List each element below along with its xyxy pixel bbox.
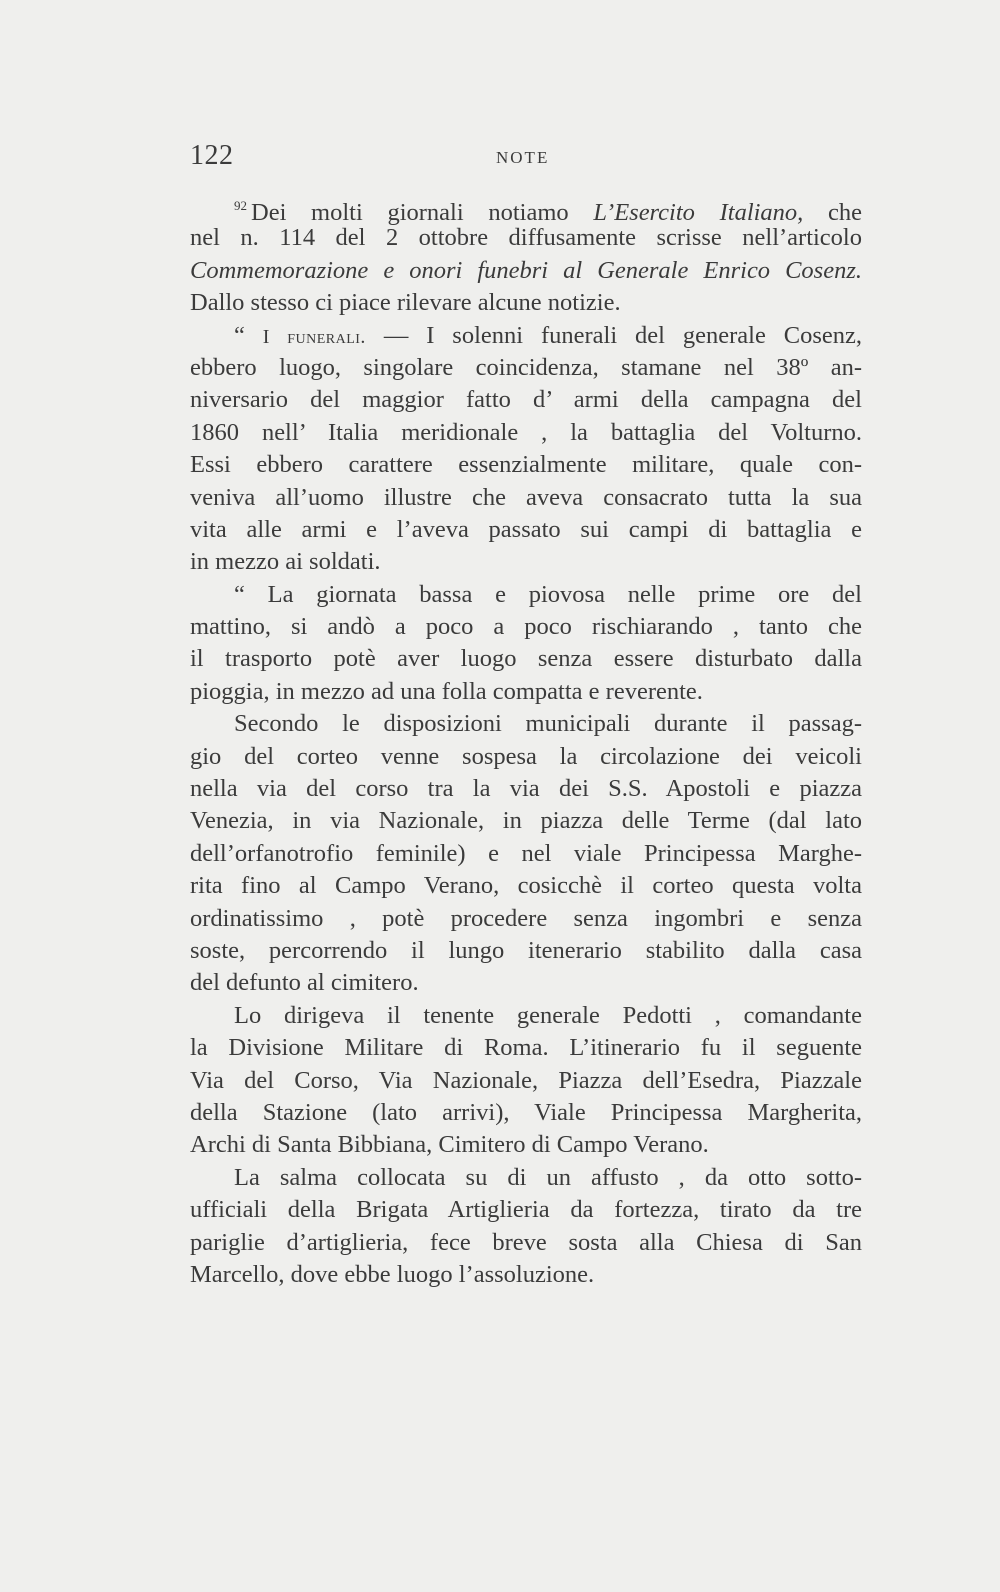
open-quote: “ bbox=[234, 321, 263, 349]
text-line: La salma collocata su di un affusto , da otto sotto- bbox=[234, 1163, 862, 1191]
text-line: 1860 nell’ Italia meridionale , la battaglia del Volturno. bbox=[190, 418, 862, 446]
newspaper-title: L’Esercito Italiano, bbox=[593, 199, 804, 226]
text-line: gio del corteo venne sospesa la circolazione dei veicoli bbox=[190, 742, 862, 770]
text-line: Lo dirigeva il tenente generale Pedotti , comandante bbox=[234, 1001, 862, 1029]
text-line: la Divisione Militare di Roma. L’itinerario fu il seguente bbox=[190, 1034, 862, 1062]
text-segment: Dei molti giornali notiamo bbox=[251, 199, 594, 226]
text-line: Archi di Santa Bibbiana, Cimitero di Campo Verano. bbox=[190, 1131, 709, 1159]
text-line: della Stazione (lato arrivi), Viale Principessa Margherita, bbox=[190, 1098, 862, 1126]
text-line: il trasporto potè aver luogo senza essere disturbato dalla bbox=[190, 645, 862, 673]
text-segment: che bbox=[803, 199, 862, 226]
page-header bbox=[190, 140, 860, 180]
text-line: Via del Corso, Via Nazionale, Piazza dell’Esedra, Piazzale bbox=[190, 1066, 862, 1094]
text-line bbox=[190, 320, 862, 352]
text-line: pioggia, in mezzo ad una folla compatta e reverente. bbox=[190, 677, 703, 705]
text-line: Marcello, dove ebbe luogo l’assoluzione. bbox=[190, 1260, 595, 1288]
page-number: 122 bbox=[190, 140, 234, 171]
text-line: soste, percorrendo il lungo itenerario stabilito dalla casa bbox=[190, 936, 862, 964]
text-line bbox=[190, 255, 862, 287]
text-line: Secondo le disposizioni municipali durante il passag- bbox=[234, 710, 862, 738]
text-line: ebbero luogo, singolare coincidenza, stamane nel 38º an- bbox=[190, 353, 862, 381]
text-line: pariglie d’artiglieria, fece breve sosta alla Chiesa di San bbox=[190, 1228, 862, 1256]
text-line: in mezzo ai soldati. bbox=[190, 548, 381, 576]
text-line: Dallo stesso ci piace rilevare alcune notizie. bbox=[190, 289, 621, 317]
text-line: dell’orfanotrofio feminile) e nel viale Principessa Marghe- bbox=[190, 839, 862, 867]
text-line: niversario del maggior fatto d’ armi della campagna del bbox=[190, 386, 862, 414]
text-line: “ La giornata bassa e piovosa nelle prime ore del bbox=[234, 580, 862, 608]
text-line: veniva all’uomo illustre che aveva consacrato tutta la sua bbox=[190, 483, 862, 511]
text-line: nella via del corso tra la via dei S.S. Apostoli e piazza bbox=[190, 775, 862, 803]
footnote-text bbox=[190, 190, 862, 1291]
text-line: Essi ebbero carattere essenzialmente militare, quale con- bbox=[190, 451, 862, 479]
text-line: rita fino al Campo Verano, cosicchè il corteo questa volta bbox=[190, 872, 862, 900]
text-line: mattino, si andò a poco a poco rischiarando , tanto che bbox=[190, 613, 862, 641]
section-heading: I funerali. bbox=[262, 325, 366, 348]
text-line: vita alle armi e l’aveva passato sui campi di battaglia e bbox=[190, 515, 862, 543]
text-line: ordinatissimo , potè procedere senza ingombri e senza bbox=[190, 904, 862, 932]
text-line: ufficiali della Brigata Artiglieria da fortezza, tirato da tre bbox=[190, 1196, 862, 1224]
running-head: NOTE bbox=[496, 148, 550, 167]
footnote-number: 92 bbox=[234, 198, 247, 213]
dash: — bbox=[365, 321, 427, 349]
text-line bbox=[190, 190, 862, 226]
article-title: Commemorazione e onori funebri al Generale Enrico Cosenz. bbox=[190, 256, 862, 284]
text-line: del defunto al cimitero. bbox=[190, 969, 419, 997]
text-line: nel n. 114 del 2 ottobre diffusamente scrisse nell’articolo bbox=[190, 224, 862, 252]
text-line: Venezia, in via Nazionale, in piazza delle Terme (dal lato bbox=[190, 807, 862, 835]
text-segment: I solenni funerali del generale Cosenz, bbox=[426, 321, 863, 349]
